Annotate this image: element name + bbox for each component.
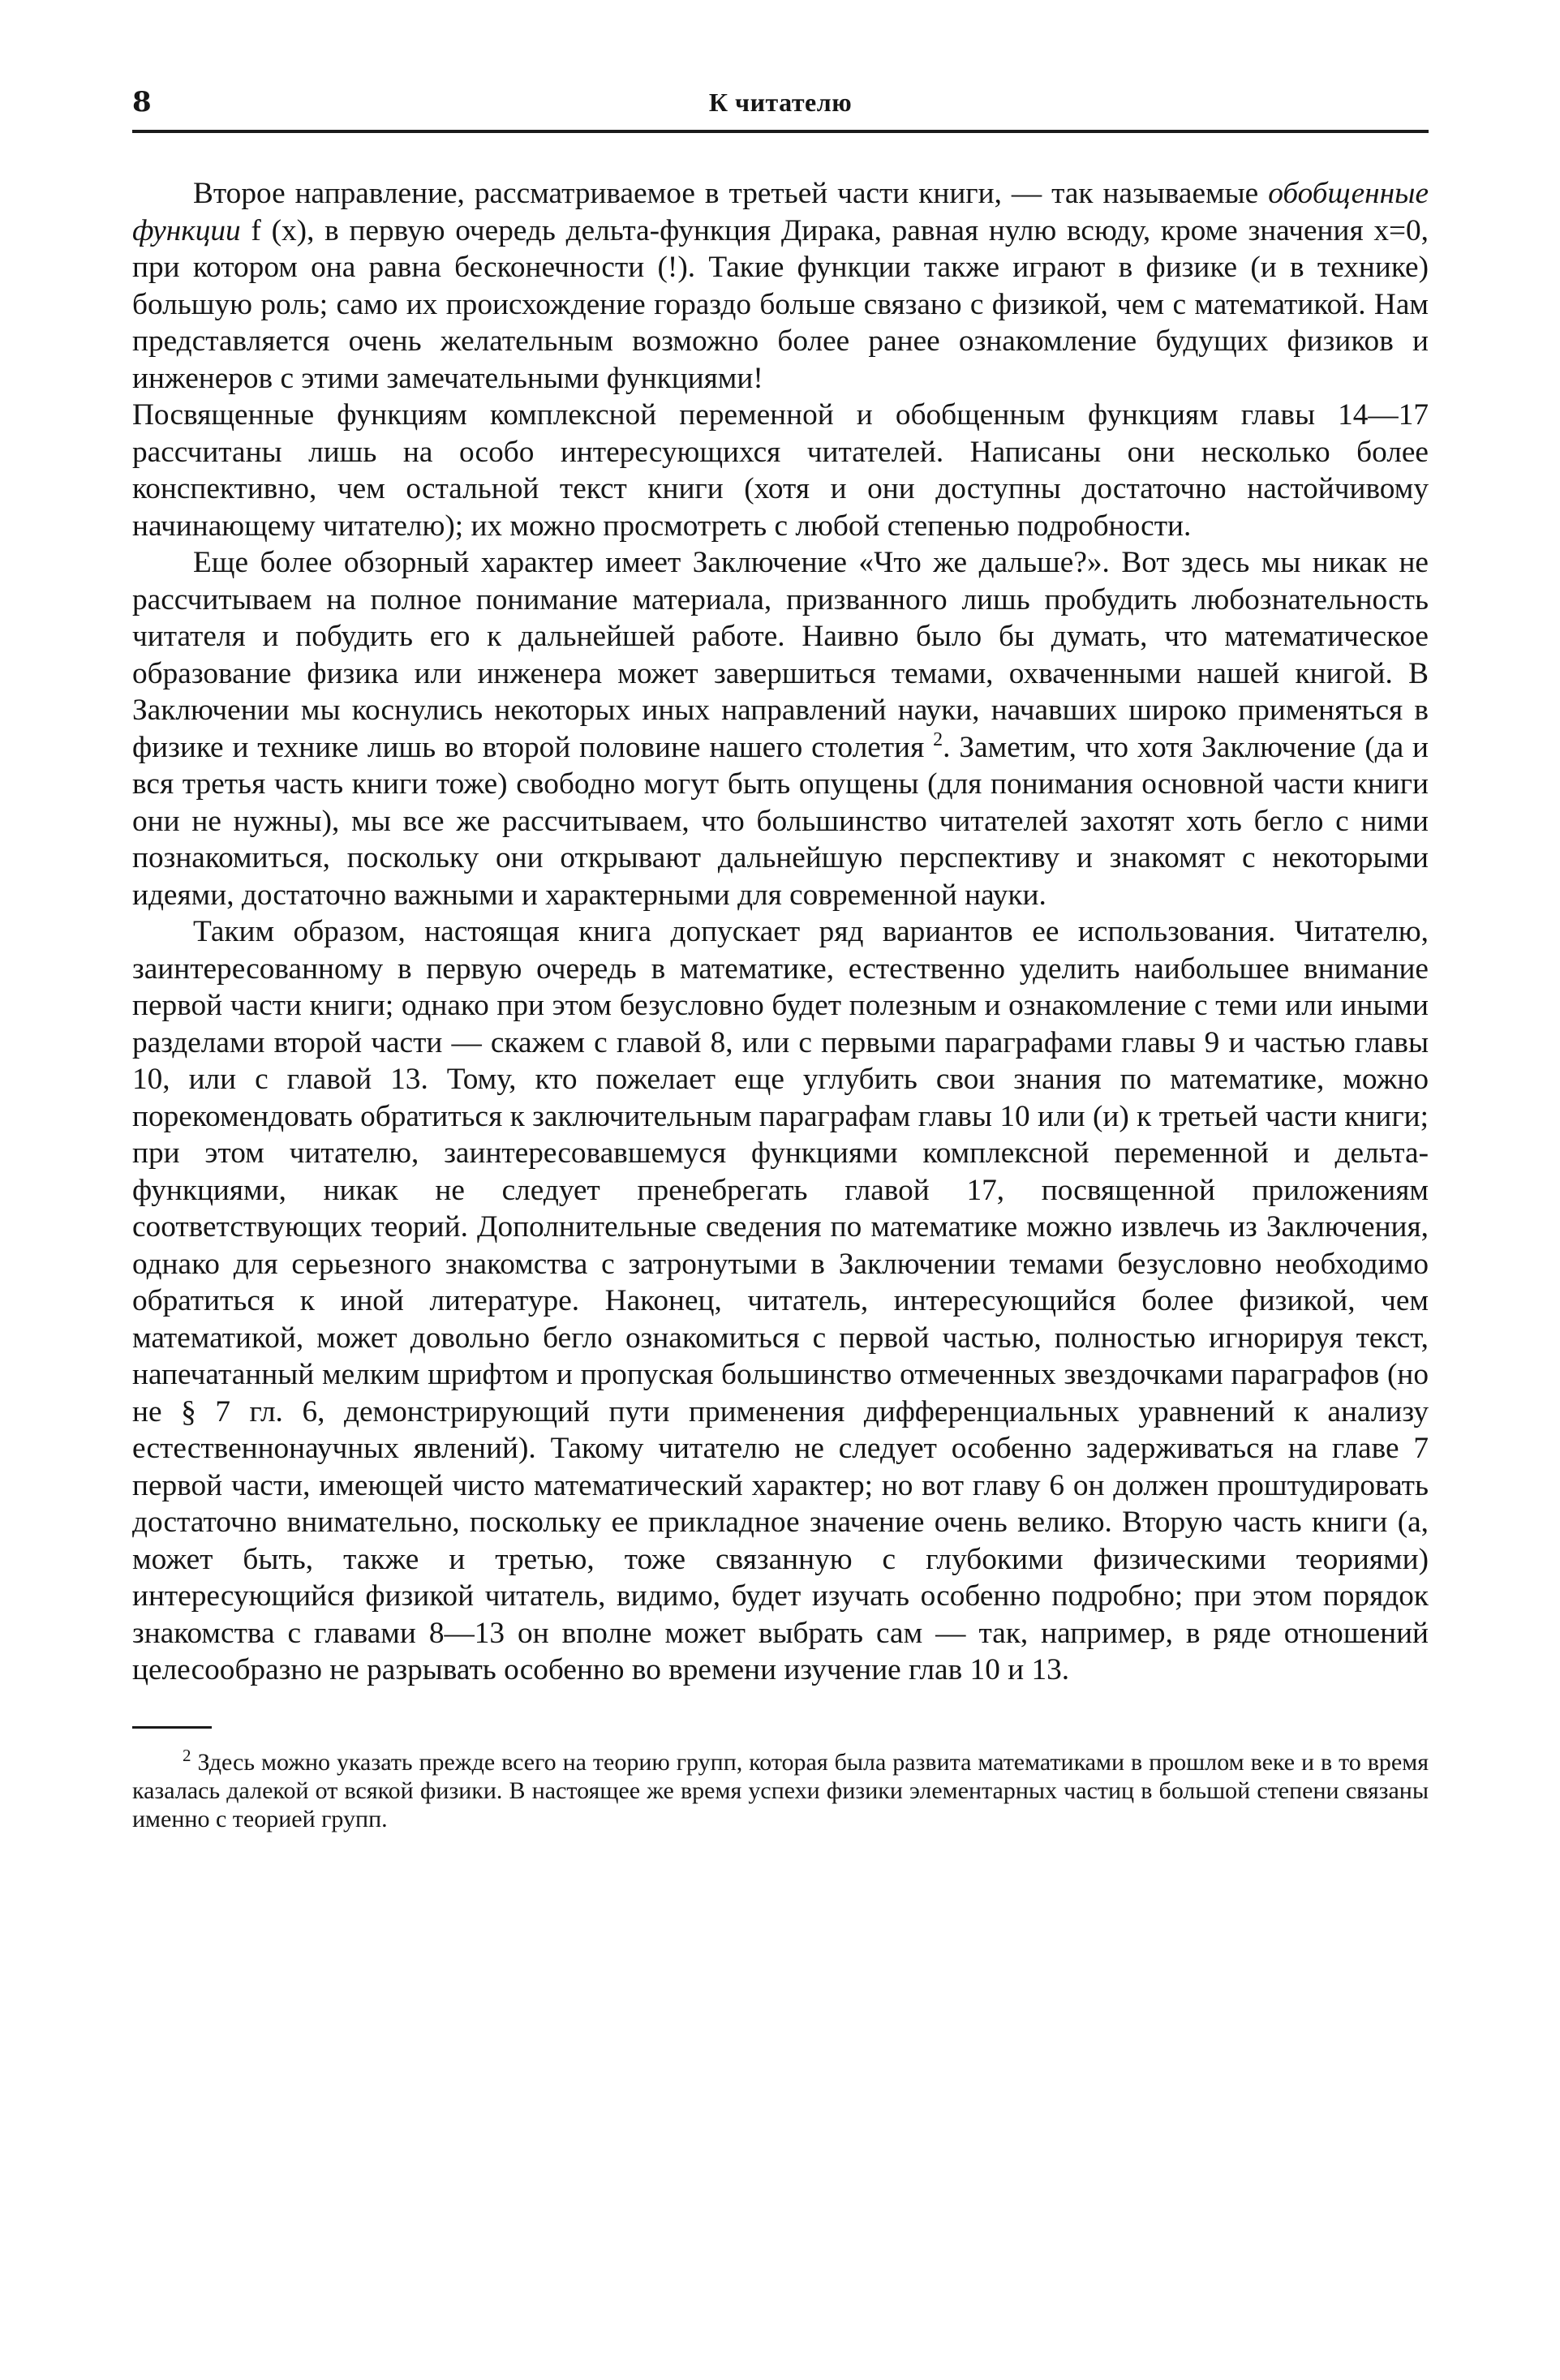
italic-term: обобщенные функции <box>132 177 1429 247</box>
text-run: f (x), в первую очередь дельта-функция Дирака, равная нулю всюду, кроме значения x=0, при котором она равна бесконечности (!). Такие функции также играют в физике (и в технике) большую роль; само их происхождение гораздо больше связано с физикой, чем с математикой. Нам представляется очень желательным возможно более ранее ознакомление будущих физиков и инженеров с этими замечательными функциями! <box>132 213 1429 395</box>
footnote-text: Здесь можно указать прежде всего на теорию групп, которая была развита математиками в прошлом веке и в то время казалась далекой от всякой физики. В настоящее же время успехи физики элементарных частиц в большой степени связаны именно с теорией групп. <box>132 1748 1429 1832</box>
footnote <box>132 1745 1429 1833</box>
text-run: Еще более обзорный характер имеет Заключение «Что же дальше?». Вот здесь мы никак не рассчитываем на полное понимание материала, призванного лишь пробудить любознательность читателя и побудить его к дальнейшей работе. Наивно было бы думать, что математическое образование физика или инженера может завершиться темами, охваченными нашей книгой. В Заключении мы коснулись некоторых иных направлений науки, начавших широко применяться в физике и технике лишь во второй половине нашего столетия <box>132 546 1429 764</box>
text-run: . Заметим, что хотя Заключение (да и вся третья часть книги тоже) свободно могут быть опущены (для понимания основной части книги они не нужны), мы все же рассчитываем, что большинство читателей захотят хоть бегло с ними познакомиться, поскольку они открывают дальнейшую перспективу и знакомят с некоторыми идеями, достаточно важными и характерными для современной науки. <box>132 730 1429 912</box>
footnote-marker: 2 <box>183 1745 191 1765</box>
page-header <box>132 81 1429 133</box>
running-title: К читателю <box>708 88 853 117</box>
text-run: Второе направление, рассматриваемое в третьей части книги, — так называемые <box>193 177 1269 210</box>
body-text <box>132 175 1429 1689</box>
page-number: 8 <box>132 86 152 118</box>
book-page <box>132 81 1429 1833</box>
paragraph <box>132 544 1429 913</box>
paragraph: Посвященные функциям комплексной переменной и обобщенным функциям главы 14—17 рассчитаны лишь на особо интересующихся читателей. Написаны они несколько более конспективно, чем остальной текст книги (хотя и они доступны достаточно настойчивому начинающему читателю); их можно просмотреть с любой степенью подробности. <box>132 398 1429 543</box>
footnote-divider <box>132 1726 212 1729</box>
paragraph <box>132 175 1429 397</box>
paragraph: Таким образом, настоящая книга допускает ряд вариантов ее использования. Читателю, заинтересованному в первую очередь в математике, естественно уделить наибольшее внимание первой части книги; однако при этом безусловно будет полезным и ознакомление с теми или иными разделами второй части — скажем с главой 8, или с первыми параграфами главы 9 и частью главы 10, или с главой 13. Тому, кто пожелает еще углубить свои знания по математике, можно порекомендовать обратиться к заключительным параграфам главы 10 или (и) к третьей части книги; при этом читателю, заинтересовавшемуся функциями комплексной переменной и дельта-функциями, никак не следует пренебрегать главой 17, посвященной приложениям соответствующих теорий. Дополнительные сведения по математике можно извлечь из Заключения, однако для серьезного знакомства с затронутыми в Заключении темами безусловно необходимо обратиться к иной литературе. Наконец, читатель, интересующийся более физикой, чем математикой, может довольно бегло ознакомиться с первой частью, полностью игнорируя текст, напечатанный мелким шрифтом и пропуская большинство отмеченных звездочками параграфов (но не § 7 гл. 6, демонстрирующий пути применения дифференциальных уравнений к анализу естественнонаучных явлений). Такому читателю не следует особенно задерживаться на главе 7 первой части, имеющей чисто математический характер; но вот главу 6 он должен проштудировать достаточно внимательно, поскольку ее прикладное значение очень велико. Вторую часть книги (а, может быть, также и третью, тоже связанную с глубокими физическими теориями) интересующийся физикой читатель, видимо, будет изучать особенно подробно; при этом порядок знакомства с главами 8—13 он вполне может выбрать сам — так, например, в ряде отношений целесообразно не разрывать особенно во времени изучение глав 10 и 13. <box>132 915 1429 1686</box>
footnote-reference: 2 <box>933 728 943 750</box>
